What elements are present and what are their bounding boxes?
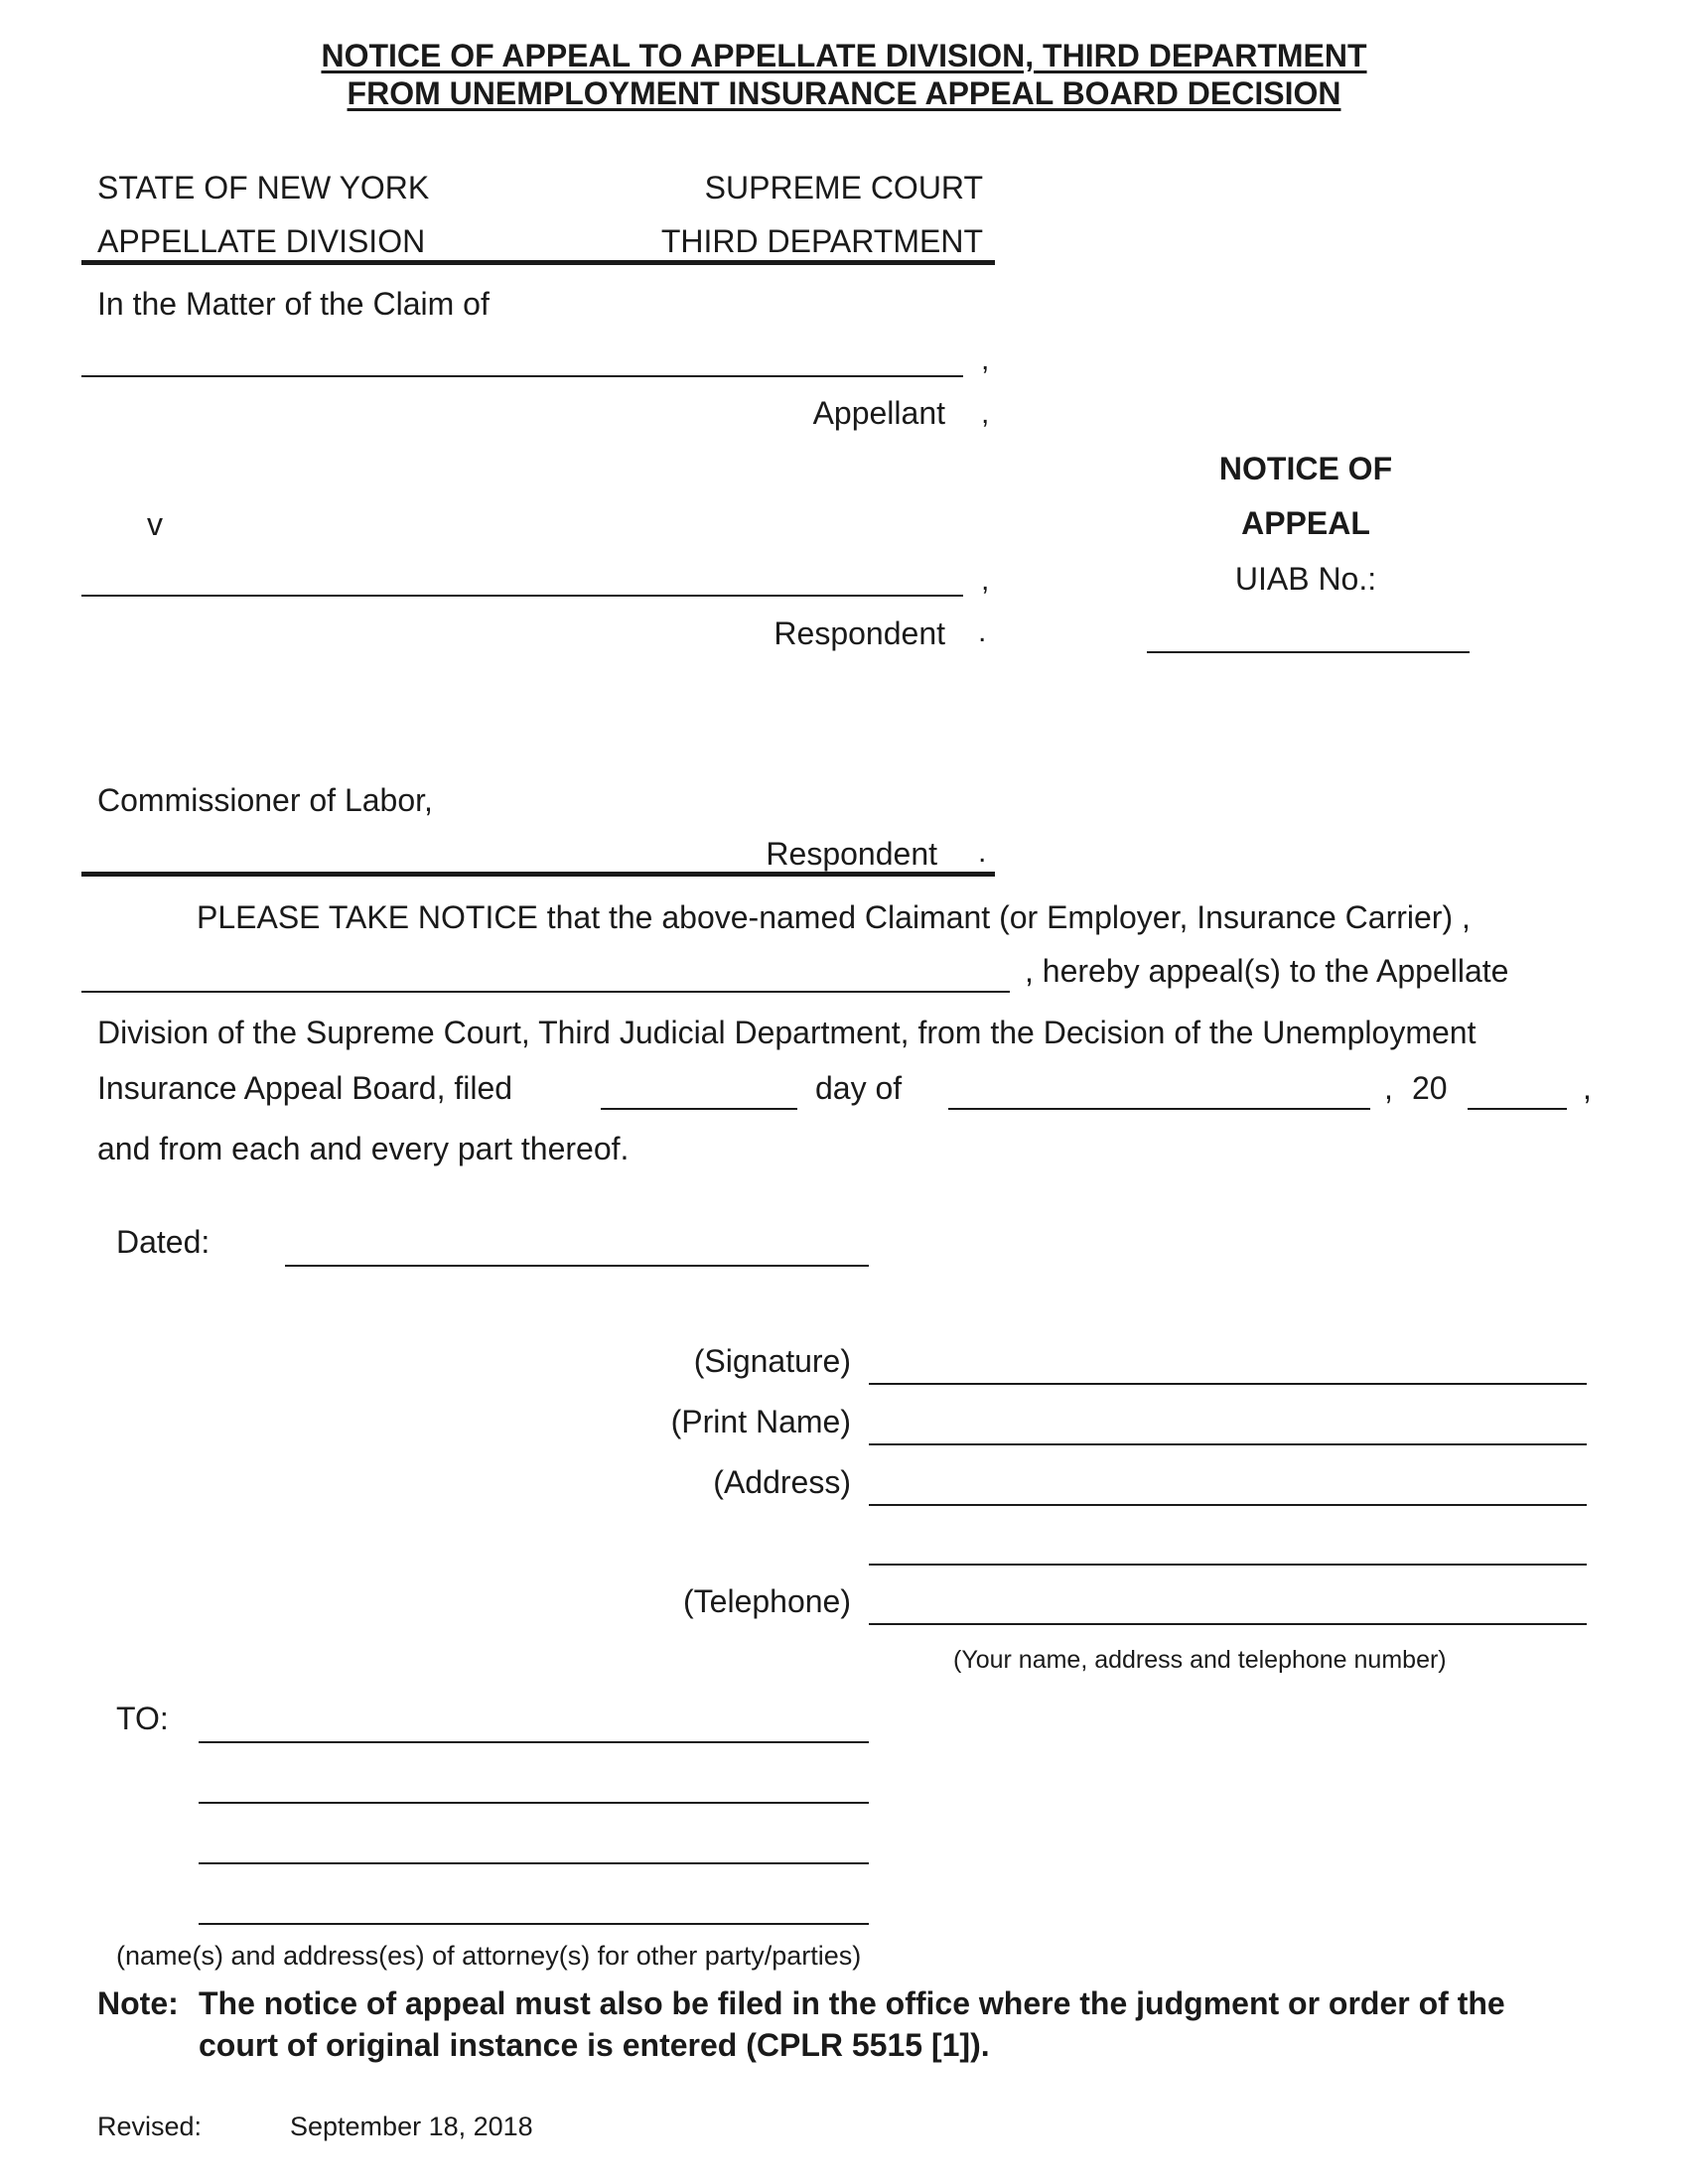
appellant-label: Appellant <box>812 395 945 431</box>
address-field-line1[interactable] <box>869 1504 1587 1506</box>
note-text-line2: court of original instance is entered (CPLR 5515 [1]). <box>199 2027 990 2063</box>
print-name-field[interactable] <box>869 1443 1587 1445</box>
filed-year-field[interactable] <box>1468 1108 1567 1110</box>
year-prefix: 20 <box>1412 1070 1448 1106</box>
signature-label: (Signature) <box>693 1343 851 1379</box>
caption-bottom-rule <box>81 872 995 877</box>
revised-date: September 18, 2018 <box>290 2112 533 2141</box>
uiab-number-field[interactable] <box>1147 651 1470 653</box>
matter-label: In the Matter of the Claim of <box>97 286 490 322</box>
notice-paragraph-start: PLEASE TAKE NOTICE that the above-named Claimant (or Employer, Insurance Carrier) , <box>197 899 1471 935</box>
dated-field[interactable] <box>285 1265 869 1267</box>
hereby-appeal-text: , hereby appeal(s) to the Appellate <box>1025 953 1509 989</box>
respondent-label: Respondent <box>774 615 945 651</box>
dated-label: Dated: <box>116 1224 211 1260</box>
appellant-name-field[interactable] <box>81 375 963 377</box>
address-field-line2[interactable] <box>869 1564 1587 1566</box>
commissioner-respondent-label: Respondent <box>766 836 937 872</box>
filed-month-field[interactable] <box>948 1108 1370 1110</box>
each-part-text: and from each and every part thereof. <box>97 1131 630 1166</box>
your-info-note: (Your name, address and telephone number) <box>953 1646 1447 1674</box>
address-label: (Address) <box>713 1464 851 1500</box>
to-field-line2[interactable] <box>199 1802 869 1804</box>
division-line-text: Division of the Supreme Court, Third Judicial Department, from the Decision of the Unemployment <box>97 1015 1477 1050</box>
respondent-comma: , <box>981 564 990 597</box>
to-field-line1[interactable] <box>199 1741 869 1743</box>
to-field-line3[interactable] <box>199 1862 869 1864</box>
court-label: SUPREME COURT <box>704 170 983 205</box>
note-text-line1: The notice of appeal must also be filed in the office where the judgment or order of the <box>199 1985 1505 2021</box>
division-label: APPELLATE DIVISION <box>97 223 426 259</box>
notice-of-appeal-heading-line1: NOTICE OF <box>1218 451 1393 486</box>
department-label: THIRD DEPARTMENT <box>660 223 983 259</box>
notice-of-appeal-heading-line2: APPEAL <box>1241 505 1370 541</box>
commissioner-label: Commissioner of Labor, <box>97 782 433 818</box>
filed-day-field[interactable] <box>601 1108 797 1110</box>
appellant-trailing-comma: , <box>981 397 990 430</box>
to-label: TO: <box>116 1701 169 1736</box>
uiab-number-label: UIAB No.: <box>1234 561 1377 597</box>
respondent-period: . <box>978 615 987 648</box>
print-name-label: (Print Name) <box>670 1404 851 1439</box>
revised-label: Revised: <box>97 2112 203 2141</box>
document-title-line2: FROM UNEMPLOYMENT INSURANCE APPEAL BOARD DECISION <box>347 75 1341 111</box>
respondent-name-field[interactable] <box>81 595 963 597</box>
day-of-label: day of <box>815 1070 903 1106</box>
appellant-comma: , <box>981 343 990 376</box>
document-title-line1: NOTICE OF APPEAL TO APPELLATE DIVISION, THIRD DEPARTMENT <box>321 38 1367 73</box>
telephone-field[interactable] <box>869 1623 1587 1625</box>
year-trailing-comma: , <box>1583 1070 1592 1106</box>
signature-field[interactable] <box>869 1383 1587 1385</box>
state-label: STATE OF NEW YORK <box>97 170 430 205</box>
claimant-name-field[interactable] <box>81 991 1010 993</box>
note-label: Note: <box>97 1985 179 2021</box>
caption-top-rule <box>81 260 995 265</box>
attorney-note: (name(s) and address(es) of attorney(s) for other party/parties) <box>116 1941 862 1971</box>
year-comma: , <box>1384 1070 1393 1106</box>
commissioner-respondent-period: . <box>978 836 987 869</box>
telephone-label: (Telephone) <box>683 1583 851 1619</box>
filed-label: Insurance Appeal Board, filed <box>97 1070 513 1106</box>
to-field-line4[interactable] <box>199 1923 869 1925</box>
versus-label: v <box>147 506 163 542</box>
